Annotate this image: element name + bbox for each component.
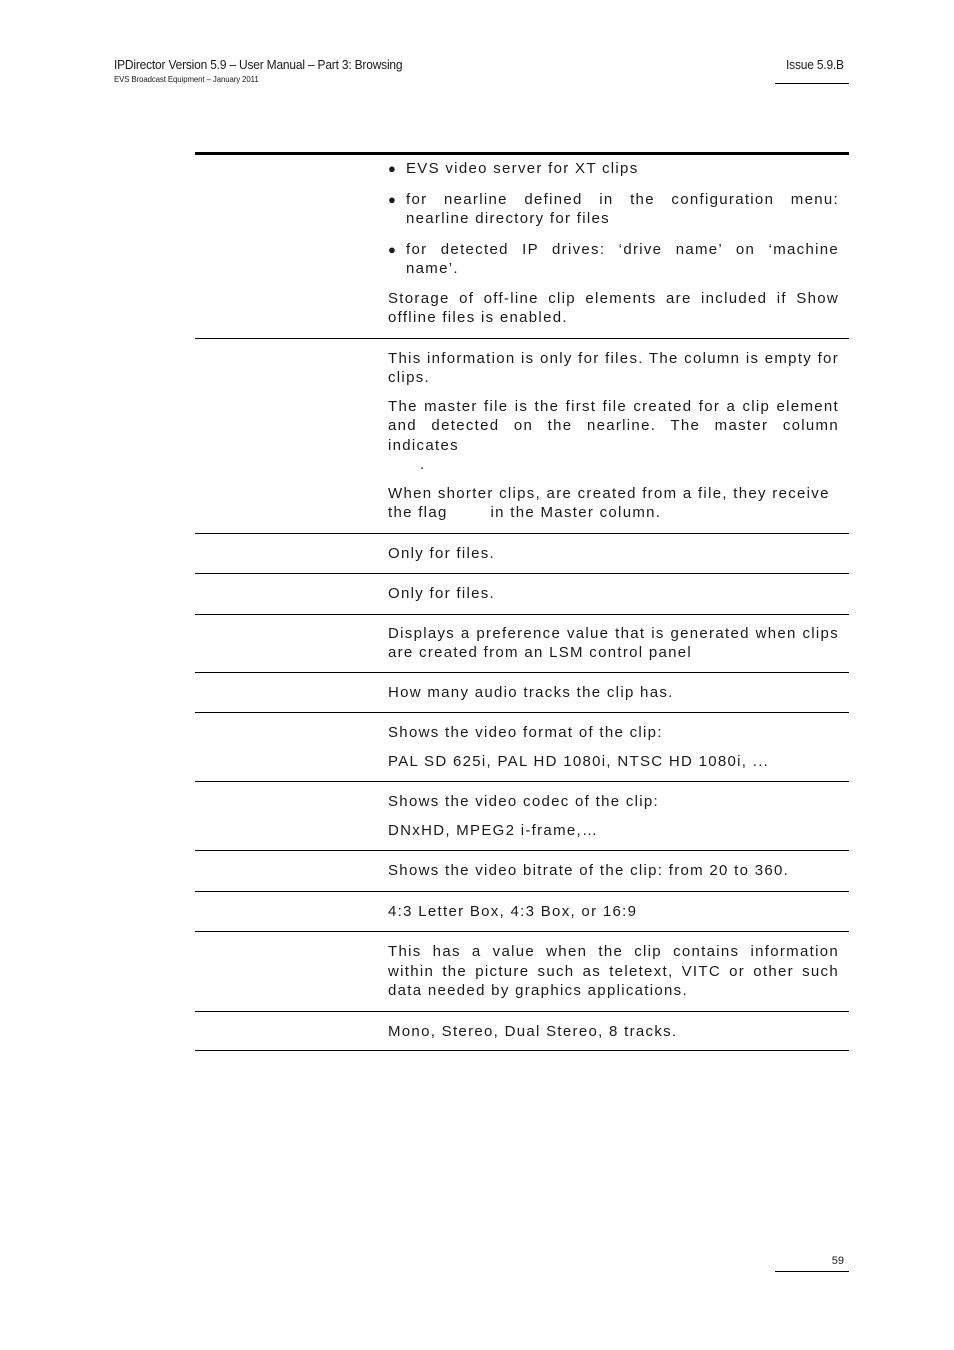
row-description-cell [388, 1022, 849, 1042]
header-issue: Issue 5.9.B [786, 57, 844, 72]
list-item [388, 159, 839, 179]
paragraph-text: in the Master column. [490, 504, 662, 521]
column-description-table [195, 152, 849, 1051]
row-label-cell [195, 792, 388, 840]
paragraph: This information is only for files. The column is empty for clips. [388, 349, 839, 386]
paragraph: Storage of off-line clip elements are included if Show offline files is enabled. [388, 289, 839, 326]
paragraph: The master file is the first file created for a clip element and detected on the nearline. The master column indicates . [388, 397, 839, 473]
paragraph-text: When shorter clips, are created from a file, they receive the flag [388, 484, 830, 521]
row-description-cell [388, 349, 849, 523]
table-row [195, 534, 849, 575]
table-row [195, 851, 849, 892]
row-description-cell [388, 624, 849, 663]
row-label-cell [195, 723, 388, 771]
header-rule [775, 83, 849, 84]
row-description-cell [388, 902, 849, 922]
paragraph [388, 484, 839, 523]
page-number: 59 [831, 1255, 844, 1267]
row-description-cell [388, 723, 849, 771]
row-label-cell [195, 683, 388, 703]
row-description-cell [388, 683, 849, 703]
paragraph: Shows the video codec of the clip: [388, 793, 660, 810]
list-item-text: for detected IP drives: ‘drive name’ on ‘machine name’. [406, 240, 839, 277]
paragraph: Only for files. [388, 544, 496, 562]
header-title: IPDirector Version 5.9 – User Manual – Part 3: Browsing [114, 57, 403, 72]
row-description-cell [388, 544, 849, 564]
paragraph: 4:3 Letter Box, 4:3 Box, or 16:9 [388, 902, 638, 920]
list-item-text: for nearline defined in the configuration menu: nearline directory for files [406, 190, 839, 227]
list-item [388, 190, 839, 229]
table-row [195, 615, 849, 673]
header-subtitle: EVS Broadcast Equipment – January 2011 [114, 74, 259, 84]
row-label-cell [195, 942, 388, 1001]
paragraph: PAL SD 625i, PAL HD 1080i, NTSC HD 1080i, ... [388, 752, 770, 770]
row-label-cell [195, 544, 388, 564]
table-row [195, 673, 849, 714]
paragraph: Shows the video format of the clip: [388, 724, 663, 741]
table-row [195, 932, 849, 1012]
row-description-cell [388, 792, 849, 840]
table-row [195, 713, 849, 782]
bullet-icon: ● [388, 241, 398, 257]
table-row [195, 1012, 849, 1052]
paragraph: How many audio tracks the clip has. [388, 683, 674, 701]
row-label-cell [195, 861, 388, 881]
row-label-cell [195, 1022, 388, 1042]
table-row [195, 155, 849, 339]
bullet-icon: ● [388, 161, 398, 176]
row-description-cell [388, 942, 849, 1001]
paragraph: DNxHD, MPEG2 i-frame,… [388, 821, 599, 839]
paragraph: Mono, Stereo, Dual Stereo, 8 tracks. [388, 1022, 678, 1040]
row-label-cell [195, 159, 388, 328]
paragraph: Displays a preference value that is generated when clips are created from an LSM control panel [388, 624, 839, 661]
paragraph-text: The master file is the first file created for a clip element and detected on the nearline. The master column indicates [388, 397, 839, 454]
row-description-cell [388, 584, 849, 604]
bullet-icon: ● [388, 191, 398, 207]
row-label-cell [195, 902, 388, 922]
paragraph: This has a value when the clip contains information within the picture such as teletext, VITC or other such data needed by graphics applications. [388, 943, 839, 999]
table-row [195, 339, 849, 534]
row-label-cell [195, 624, 388, 663]
row-label-cell [195, 349, 388, 523]
list-item [388, 240, 839, 279]
table-row [195, 574, 849, 615]
paragraph: Only for files. [388, 585, 496, 602]
table-row [195, 892, 849, 933]
row-label-cell [195, 584, 388, 604]
row-description-cell [388, 861, 849, 881]
row-description-cell [388, 159, 849, 328]
table-row [195, 782, 849, 851]
list-item-text: EVS video server for XT clips [406, 160, 639, 177]
paragraph: Shows the video bitrate of the clip: from 20 to 360. [388, 862, 790, 879]
footer-rule [775, 1271, 849, 1272]
